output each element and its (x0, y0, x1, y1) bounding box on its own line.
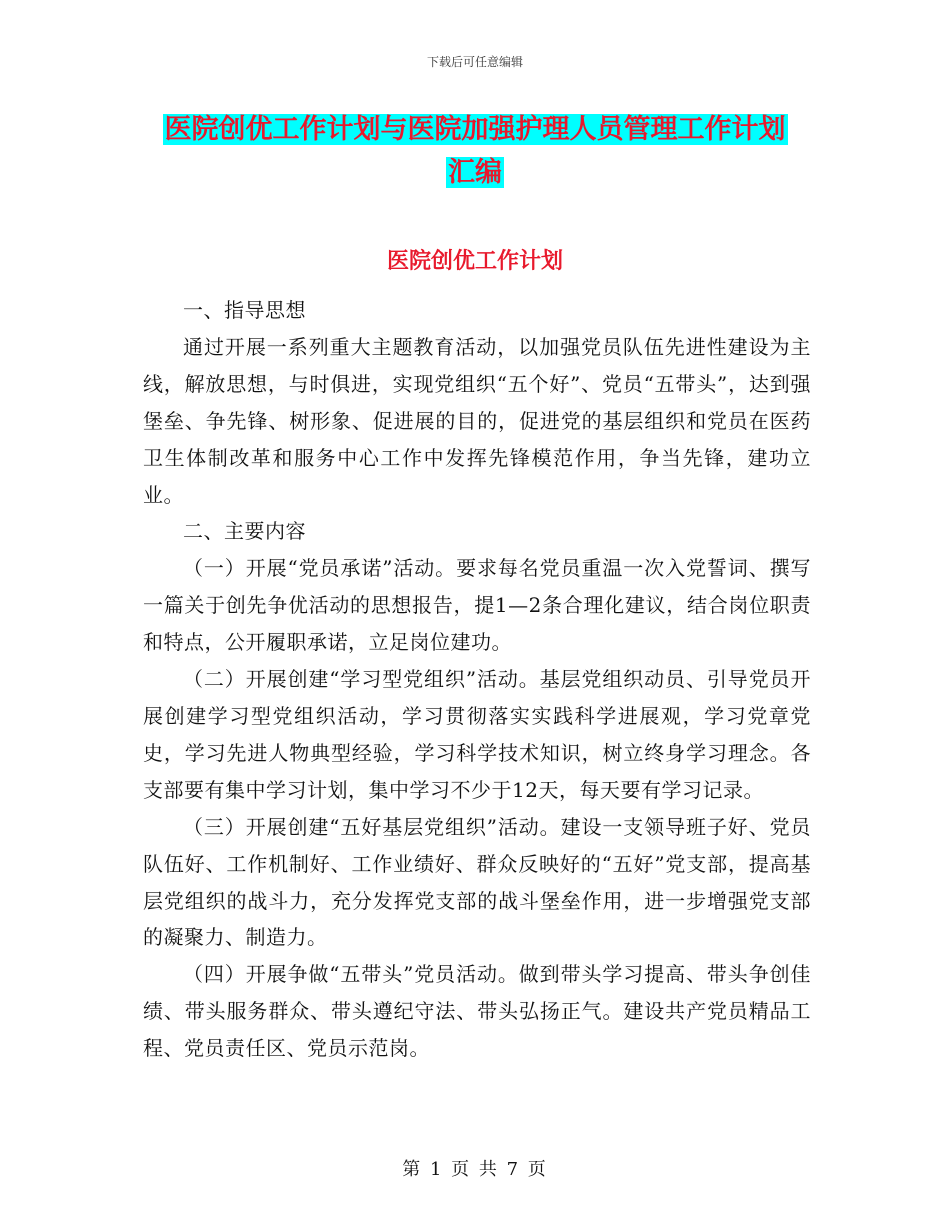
page-number: 第 1 页 共 7 页 (402, 1159, 548, 1180)
document-title-line-1 (0, 108, 950, 152)
document-title-text: 医院创优工作计划与医院加强护理人员管理工作计划 (164, 114, 786, 145)
paragraph: （一）开展“党员承诺”活动。要求每名党员重温一次入党誓词、撰写一篇关于创先争优活动的思想报告，提1—2条合理化建议，结合岗位职责和特点，公开履职承诺，立足岗位建功。 (143, 556, 811, 655)
paragraph: （三）开展创建“五好基层党组织”活动。建设一支领导班子好、党员队伍好、工作机制好、工作业绩好、群众反映好的“五好”党支部，提高基层党组织的战斗力，充分发挥党支部的战斗堡垒作用，进一步增强党支部的凝聚力、制造力。 (143, 814, 811, 950)
document-title-text: 汇编 (448, 157, 502, 188)
paragraph: （四）开展争做“五带头”党员活动。做到带头学习提高、带头争创佳绩、带头服务群众、带头遵纪守法、带头弘扬正气。建设共产党员精品工程、党员责任区、党员示范岗。 (143, 962, 811, 1061)
paragraph: （二）开展创建“学习型党组织”活动。基层党组织动员、引导党员开展创建学习型党组织活动，学习贯彻落实实践科学进展观，学习党章党史，学习先进人物典型经验，学习科学技术知识，树立终身学习理念。各支部要有集中学习计划，集中学习不少于12天，每天要有学习记录。 (143, 667, 811, 802)
heading-guiding-ideology: 一、指导思想 (183, 298, 306, 322)
document-title-line-2 (0, 151, 950, 195)
document-body (143, 292, 811, 1067)
paragraph: 通过开展一系列重大主题教育活动，以加强党员队伍先进性建设为主线，解放思想，与时俱进，实现党组织“五个好”、党员“五带头”，达到强堡垒、争先锋、树形象、促进展的目的，促进党的基层组织和党员在医药卫生体制改革和服务中心工作中发挥先锋模范作用，争当先锋，建功立业。 (143, 334, 811, 507)
header-note: 下载后可任意编辑 (426, 55, 523, 69)
heading-main-content: 二、主要内容 (183, 519, 306, 544)
section-title: 医院创优工作计划 (386, 248, 563, 274)
